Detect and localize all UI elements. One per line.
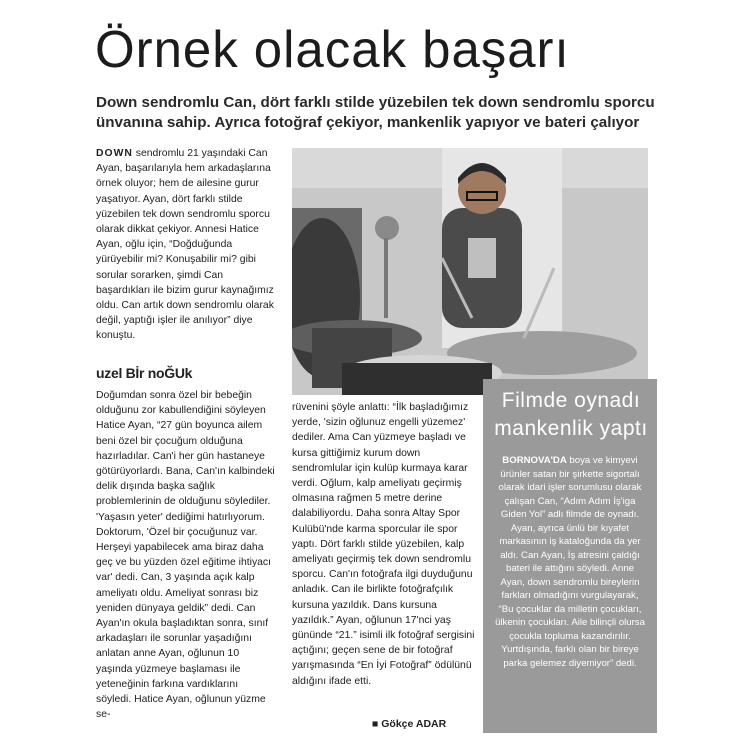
column2-body [292,400,478,689]
subhead: uzel Bİr noĞUk [96,365,193,381]
sidebar-title-line1: Filmde oynadı [501,389,641,412]
sidebar-text [493,454,647,670]
column1-body [96,388,276,722]
drummer-photo-illustration [292,148,648,395]
sidebar-title [491,387,651,443]
intro-text: sendromlu 21 yaşındaki Can Ayan, başarılarıyla hem arkadaşlarına örnek oluyor; hem de ailesine gurur yaşatıyor. Ayan, dört farklı stilde yüzebilen tek down sendromlu sporcu olarak dikkat çekiyor. Annesi Hatice Ayan, oğlu için, “Doğduğunda yürüyebilir mi? Konuşabilir mi? gibi sorular sorarken, şimdi Can başardıkları ile bizim gurur kaynağımız oldu. Can artık down sendromlu olarak değil, yaptığı işler ile anılıyor” diye konuştu. [96,148,274,342]
column1-text: Doğumdan sonra özel bir bebeğin olduğunu zor kabullendiğini söyleyen Hatice Ayan, “27 gün boyunca ailem beni özel bir çocuğum olduğuna hazırladılar. Can'i her gün hastaneye götürüyorlardı. Bana, Can'ın kalbindeki delik dışında başka sağlık problemlerinin de olduğunu söylediler. 'Yaşasın yeter' dediğimi hatırlıyorum. Doktorum, 'Özel bir çocuğunuz var. Herşeyi yapabilecek ama biraz daha geç ve bu yüzden özel eğitime ihtiyacı var' dedi. Can, 3 yaşında açık kalp ameliyatı oldu. Ameliyat sonrası biz yeniden dünyaya geldik” dedi. Can Ayan'ın okula başladıktan sonra, sınıf arkadaşları ile sorunlar yaşadığını anlatan anne Ayan, oğlunun 10 yaşında yüzmeye başlaması ile yeteneğinin farkına vardıklarını söyledi. Hatice Ayan, oğlunun yüzme se- [96,390,275,721]
sidebar-title-line2: mankenlik yaptı [494,417,648,440]
byline: ■ Gökçe ADAR [372,718,447,730]
intro-lead: DOWN [96,148,133,159]
column2-text: rüvenini şöyle anlattı: “İlk başladığımız yerde, 'sizin oğlunuz engelli yüzemez' dediler. Ama Can yüzmeye başladı ve kursa gittiğimiz kurum down sendromlular için kulüp kurmaya karar verdi. Oğlum, kalp ameliyatı geçirmiş olmasına rağmen 5 metre derine dalabiliyordu. Daha sonra Altay Spor Kulübü'nde karma sporcular ile spor yaptı. Dört farklı stilde yüzebilen, kalp ameliyatı geçirmiş tek down sendromlu sporcu. Can'ın fotoğrafa ilgi duyduğunu anladık. Can ile birlikte fotoğrafçılık kursuna yazıldık. Dans kursuna yazıldık.” Ayan, oğlunun 17'nci yaş gününde “21.” isimli ilk fotoğraf sergisini açtığını; geçen sene de bir fotoğraf yarışmasında “En İyi Fotoğraf” ödülünü aldığını ifade etti. [292,402,475,687]
headline: Örnek olacak başarı [95,21,570,79]
sidebar-box [483,379,657,733]
article-photo [292,148,648,395]
sidebar-lead: BORNOVA'DA [502,455,567,466]
deck: Down sendromlu Can, dört farklı stilde yüzebilen tek down sendromlu sporcu ünvanına sahip. Ayrıca fotoğraf çekiyor, mankenlik yapıyor ve bateri çalıyor [96,94,655,131]
intro-column [96,146,276,344]
sidebar-body: boya ve kimyevi ürünler satan bir şirkette sigortalı olarak idari işler sorumlusu olarak çalışan Can, “Adım Adım İş'iga Giden Yol” adlı filmde de oynadı. Ayan, ayrıca ünlü bir kıyafet markasının iş kataloğunda da yer aldı. Can Ayan, İş atresini çaldığı bateri ile attığını söyledi. Anne Ayan, down sendromlu bireylerin farkları olmadığını vurgulayarak, “Bu çocuklar da milletin çocukları, ülkenin çocukları. Aile bilinçli olursa çocukla topluma kazandırılır. Yurtdışında, farklı olan bir bireye parka gelemez diyemiyor” dedi. [495,455,645,669]
